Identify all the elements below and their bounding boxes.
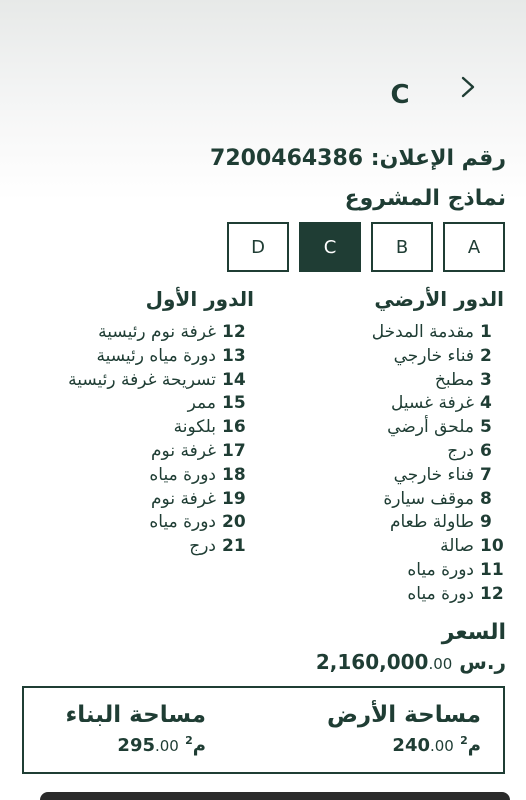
room-name: دورة مياه xyxy=(407,583,474,604)
room-number: 4 xyxy=(480,393,492,414)
room-name: مقدمة المدخل xyxy=(371,322,474,342)
room-name: صالة xyxy=(440,536,474,557)
room-number: 1 xyxy=(480,322,492,342)
ground-floor-room-list xyxy=(354,321,504,607)
land-area-decimals: .00 xyxy=(430,737,454,755)
room-item xyxy=(354,488,504,512)
room-name: فناء خارجي xyxy=(393,464,474,485)
model-tabs xyxy=(227,222,505,272)
price-decimals: .00 xyxy=(428,655,453,673)
building-area xyxy=(46,702,206,756)
building-area-amount: 295 xyxy=(117,735,155,756)
room-item xyxy=(354,321,504,345)
room-name: غرفة نوم رئيسية xyxy=(98,322,216,342)
ad-number-value: 7200464386 xyxy=(210,146,364,171)
room-name: درج xyxy=(447,440,474,461)
bottom-sheet-edge xyxy=(40,792,510,800)
room-item xyxy=(64,511,254,535)
room-name: دورة مياه رئيسية xyxy=(96,345,216,366)
land-area-unit: م xyxy=(467,735,481,756)
room-item xyxy=(354,464,504,488)
room-item xyxy=(64,369,254,393)
price-label: السعر xyxy=(441,620,506,645)
building-area-value xyxy=(46,734,206,756)
header xyxy=(0,60,526,130)
tab-model-b[interactable]: B xyxy=(371,222,433,272)
building-area-unit: م xyxy=(192,735,206,756)
room-number: 2 xyxy=(480,345,492,366)
room-item xyxy=(64,535,254,559)
room-name: طاولة طعام xyxy=(389,512,474,533)
ad-number-row xyxy=(210,146,506,171)
room-number: 12 xyxy=(480,583,504,604)
building-area-title: مساحة البناء xyxy=(65,702,206,728)
model-title: C xyxy=(390,80,410,110)
room-item xyxy=(354,583,504,607)
room-name: دورة مياه xyxy=(149,464,216,485)
land-area xyxy=(327,702,481,756)
room-number: 6 xyxy=(480,440,492,461)
building-area-unit-sup: 2 xyxy=(185,734,193,747)
room-item xyxy=(354,440,504,464)
room-number: 3 xyxy=(480,369,492,390)
price-amount: 2,160,000 xyxy=(315,650,429,674)
land-area-unit-sup: 2 xyxy=(460,734,468,747)
area-box xyxy=(22,686,505,774)
land-area-amount: 240 xyxy=(392,735,430,756)
room-item xyxy=(354,345,504,369)
room-item xyxy=(354,559,504,583)
room-number: 11 xyxy=(480,559,504,580)
building-area-decimals: .00 xyxy=(155,737,179,755)
room-name: دورة مياه xyxy=(149,512,216,533)
room-item xyxy=(64,464,254,488)
tab-model-a[interactable]: A xyxy=(443,222,505,272)
room-number: 10 xyxy=(480,536,504,557)
room-name: تسريحة غرفة رئيسية xyxy=(68,369,216,390)
room-name: بلكونة xyxy=(173,417,216,438)
room-number: 13 xyxy=(222,345,246,366)
room-name: درج xyxy=(189,536,216,557)
room-number: 8 xyxy=(480,488,492,509)
room-name: غرفة نوم xyxy=(151,440,216,461)
room-number: 5 xyxy=(480,417,492,438)
room-number: 18 xyxy=(222,464,246,485)
room-number: 16 xyxy=(222,417,246,438)
room-name: غرفة نوم xyxy=(151,488,216,509)
project-models-heading: نماذج المشروع xyxy=(344,186,506,211)
tab-model-d[interactable]: D xyxy=(227,222,289,272)
room-number: 17 xyxy=(222,440,246,461)
ad-number-label: رقم الإعلان: xyxy=(370,146,506,171)
room-item xyxy=(64,392,254,416)
tab-model-c[interactable]: C xyxy=(299,222,361,272)
room-item xyxy=(354,511,504,535)
first-floor-title: الدور الأول xyxy=(145,287,254,311)
room-item xyxy=(64,488,254,512)
room-number: 14 xyxy=(222,369,246,390)
room-name: موقف سيارة xyxy=(383,488,474,509)
room-item xyxy=(64,321,254,345)
first-floor-room-list xyxy=(64,321,254,559)
room-item xyxy=(64,416,254,440)
room-number: 7 xyxy=(480,464,492,485)
room-item xyxy=(354,535,504,559)
chevron-right-icon[interactable] xyxy=(455,74,481,100)
room-item xyxy=(354,416,504,440)
room-number: 15 xyxy=(222,393,246,414)
room-number: 20 xyxy=(222,512,246,533)
room-item xyxy=(354,392,504,416)
room-name: ممر xyxy=(187,393,216,414)
room-number: 9 xyxy=(480,512,492,533)
room-item xyxy=(354,369,504,393)
room-name: دورة مياه xyxy=(407,559,474,580)
first-floor-section xyxy=(64,285,254,559)
room-item xyxy=(64,440,254,464)
price-currency: ر.س xyxy=(459,650,506,674)
room-name: فناء خارجي xyxy=(393,345,474,366)
ground-floor-section xyxy=(354,285,504,607)
room-name: مطبخ xyxy=(434,369,474,390)
room-name: غرفة غسيل xyxy=(391,393,474,414)
room-number: 21 xyxy=(222,536,246,557)
room-item xyxy=(64,345,254,369)
land-area-title: مساحة الأرض xyxy=(326,702,481,728)
room-number: 19 xyxy=(222,488,246,509)
room-name: ملحق أرضي xyxy=(387,417,474,438)
ground-floor-title: الدور الأرضي xyxy=(374,287,504,311)
land-area-value xyxy=(327,734,481,756)
room-number: 12 xyxy=(222,322,246,342)
price-value xyxy=(316,650,506,674)
